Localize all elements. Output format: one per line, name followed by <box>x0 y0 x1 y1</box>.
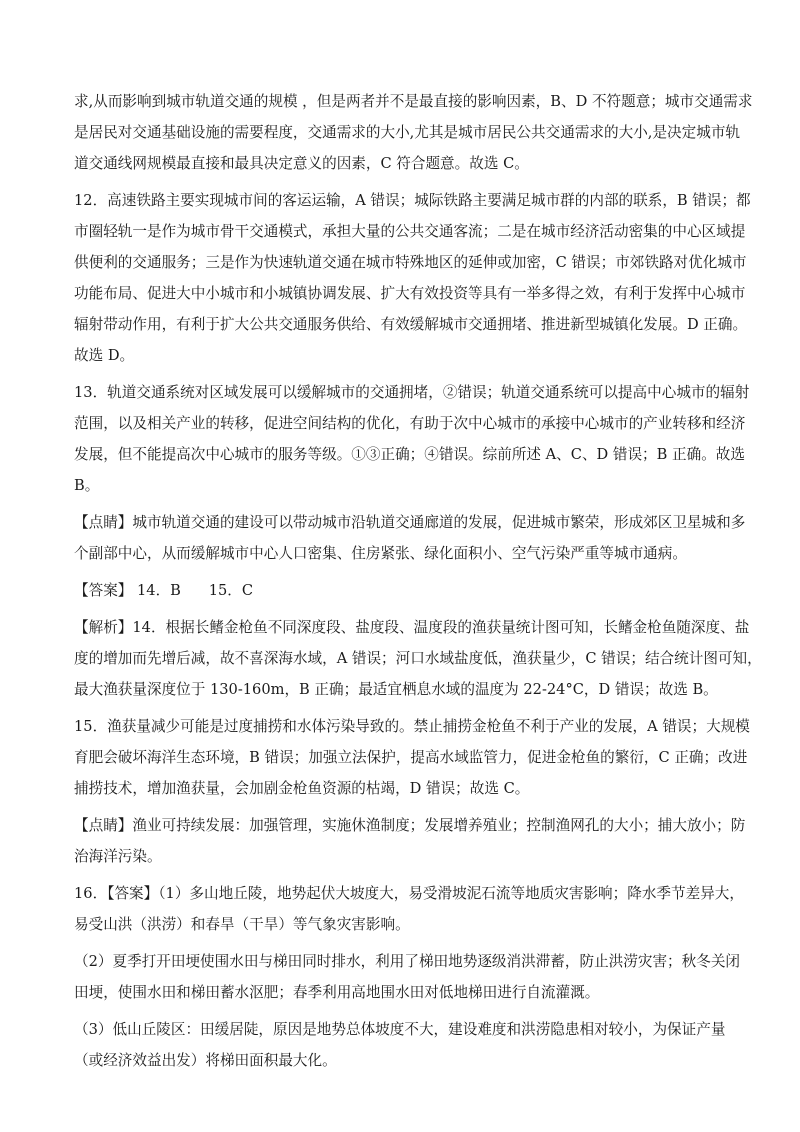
text-line: 辐射带动作用，有利于扩大公共交通服务供给、有效缓解城市交通拥堵、推进新型城镇化发展。D 正确。 <box>74 316 748 333</box>
paragraph <box>74 878 744 940</box>
text-line: 15．渔获量减少可能是过度捕捞和水体污染导致的。禁止捕捞金枪鱼不利于产业的发展，A 错误；大规模 <box>74 718 750 735</box>
answer-line: 【答案】 14．B 15．C <box>74 582 254 599</box>
text-line: 【点睛】渔业可持续发展：加强管理，实施休渔制度；发展增养殖业；控制渔网孔的大小；捕大放小；防 <box>74 817 746 834</box>
text-line: 发展，但不能提高次中心城市的服务等级。①③正确；④错误。综前所述 A、C、D 错误；B 正确。故选 <box>74 446 745 463</box>
text-line: 捕捞技术，增加渔获量，会加剧金枪鱼资源的枯竭，D 错误；故选 C。 <box>74 780 530 797</box>
text-line: （或经济效益出发）将梯田面积最大化。 <box>74 1052 337 1069</box>
text-line: 治海洋污染。 <box>74 848 162 865</box>
paragraph <box>74 507 746 569</box>
text-line: 育肥会破坏海洋生态环境，B 错误；加强立法保护，提高水域监管力，促进金枪鱼的繁衍，C 正确；改进 <box>74 749 748 766</box>
text-line: 道交通线网规模最直接和最具决定意义的因素，C 符合题意。故选 C。 <box>74 155 529 172</box>
text-line: 故选 D。 <box>74 347 135 364</box>
text-line: 13．轨道交通系统对区域发展可以缓解城市的交通拥堵，②错误；轨道交通系统可以提高中心城市的辐射 <box>74 384 750 401</box>
text-line: 供便利的交通服务；三是作为快速轨道交通在城市特殊地区的延伸或加密，C 错误；市郊铁路对优化城市 <box>74 254 747 271</box>
text-line: 【点睛】城市轨道交通的建设可以带动城市沿轨道交通廊道的发展，促进城市繁荣，形成郊区卫星城和多 <box>74 514 746 531</box>
paragraph <box>74 185 751 371</box>
text-line: 是居民对交通基础设施的需要程度，交通需求的大小,尤其是城市居民公共交通需求的大小,是决定城市轨 <box>74 124 741 141</box>
paragraph <box>74 377 750 501</box>
document-page <box>74 86 762 1082</box>
text-line: 个副部中心，从而缓解城市中心人口密集、住房紧张、绿化面积小、空气污染严重等城市通病。 <box>74 545 687 562</box>
text-line: 求,从而影响到城市轨道交通的规模 ，但是两者并不是最直接的影响因素，B、D 不符题意；城市交通需求 <box>74 93 753 110</box>
paragraph <box>74 711 750 804</box>
paragraph <box>74 612 762 705</box>
text-line: 市圈轻轨一是作为城市骨干交通模式，承担大量的公共交通客流；二是在城市经济活动密集的中心区域提 <box>74 223 746 240</box>
text-line: 【解析】14．根据长鳍金枪鱼不同深度段、盐度段、温度段的渔获量统计图可知，长鳍金枪鱼随深度、盐 <box>74 619 750 636</box>
text-line: （2）夏季打开田埂使围水田与梯田同时排水，利用了梯田地势逐级消洪滞蓄，防止洪涝灾害；秋冬关闭 <box>74 953 741 970</box>
paragraph <box>74 575 726 606</box>
text-line: 易受山洪（洪涝）和春旱（干旱）等气象灾害影响。 <box>74 916 410 933</box>
text-line: 度的增加而先增后减，故不喜深海水域，A 错误；河口水域盐度低，渔获量少，C 错误；结合统计图可知， <box>74 650 762 667</box>
text-line: 16．【答案】（1）多山地丘陵，地势起伏大坡度大，易受滑坡泥石流等地质灾害影响；降水季节差异大， <box>74 885 744 902</box>
text-line: 范围，以及相关产业的转移，促进空间结构的优化，有助于次中心城市的承接中心城市的产业转移和经济 <box>74 415 746 432</box>
paragraph <box>74 86 753 179</box>
text-line: 田埂，使围水田和梯田蓄水沤肥；春季利用高地围水田对低地梯田进行自流灌溉。 <box>74 984 600 1001</box>
text-line: 功能布局、促进大中小城市和小城镇协调发展、扩大有效投资等具有一举多得之效，有利于发挥中心城市 <box>74 285 746 302</box>
text-line: （3）低山丘陵区：田缓居陡，原因是地势总体坡度不大，建设难度和洪涝隐患相对较小，为保证产量 <box>74 1021 726 1038</box>
text-line: B。 <box>74 477 100 494</box>
paragraph <box>74 946 741 1008</box>
text-line: 12．高速铁路主要实现城市间的客运运输，A 错误；城际铁路主要满足城市群的内部的联系，B 错误；都 <box>74 192 751 209</box>
paragraph <box>74 1014 726 1076</box>
text-line: 最大渔获量深度位于 130-160m，B 正确；最适宜栖息水域的温度为 22-24°C，D 错误；故选 B。 <box>74 681 718 698</box>
paragraph <box>74 810 746 872</box>
